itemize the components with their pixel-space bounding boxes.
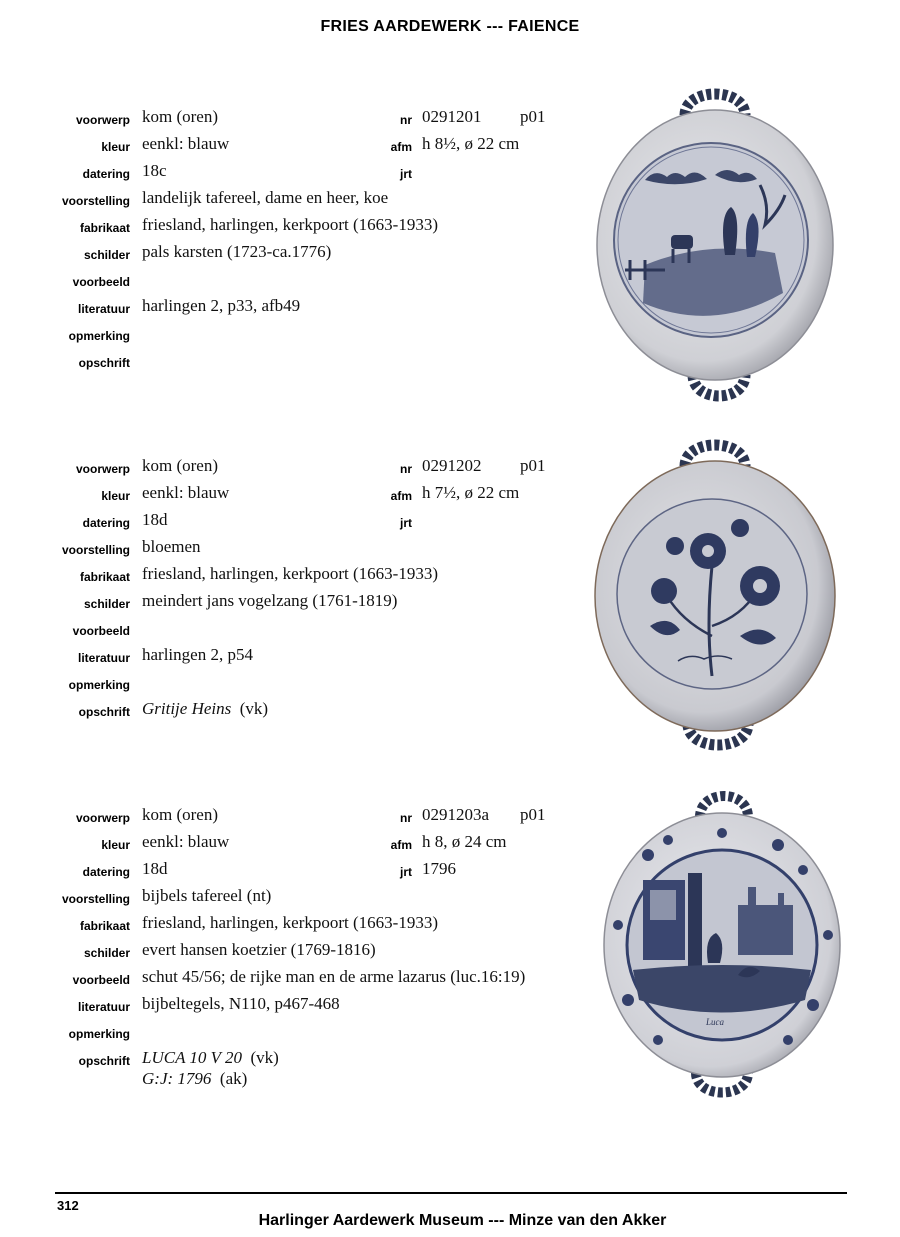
- label-afm: afm: [390, 489, 412, 503]
- label-voorstelling: voorstelling: [61, 892, 130, 906]
- label-schilder: schilder: [83, 597, 130, 611]
- label-voorwerp: voorwerp: [75, 113, 130, 127]
- value-voorwerp: kom (oren): [142, 456, 219, 475]
- label-afm: afm: [390, 140, 412, 154]
- value-nr: 0291203a: [422, 805, 490, 824]
- value-afm: h 8½, ø 22 cm: [422, 134, 520, 153]
- inscription-note: (vk): [250, 1048, 279, 1067]
- value-schilder: pals karsten (1723-ca.1776): [142, 242, 332, 261]
- value-voorstelling: landelijk tafereel, dame en heer, koe: [142, 188, 389, 207]
- value-page-code: p01: [520, 805, 546, 824]
- footer-text: Harlinger Aardewerk Museum --- Minze van den Akker: [258, 1212, 667, 1229]
- value-kleur: eenkl: blauw: [142, 832, 230, 851]
- label-kleur: kleur: [101, 838, 130, 852]
- bowl-photo: [588, 785, 848, 1105]
- label-jrt: jrt: [400, 516, 412, 530]
- label-datering: datering: [82, 167, 130, 181]
- page-number: 312: [57, 1198, 79, 1213]
- label-schilder: schilder: [83, 946, 130, 960]
- label-voorbeeld: voorbeeld: [72, 973, 130, 987]
- value-fabrikaat: friesland, harlingen, kerkpoort (1663-1933): [142, 564, 438, 583]
- label-literatuur: literatuur: [77, 651, 130, 665]
- label-voorstelling: voorstelling: [61, 194, 130, 208]
- value-voorstelling: bloemen: [142, 537, 201, 556]
- label-datering: datering: [82, 865, 130, 879]
- label-voorwerp: voorwerp: [75, 811, 130, 825]
- label-jrt: jrt: [400, 865, 412, 879]
- bowl-photo: [590, 436, 850, 756]
- label-fabrikaat: fabrikaat: [79, 570, 130, 584]
- value-kleur: eenkl: blauw: [142, 483, 230, 502]
- label-opschrift: opschrift: [78, 1054, 130, 1068]
- label-fabrikaat: fabrikaat: [79, 221, 130, 235]
- label-schilder: schilder: [83, 248, 130, 262]
- label-voorwerp: voorwerp: [75, 462, 130, 476]
- label-voorbeeld: voorbeeld: [72, 624, 130, 638]
- value-schilder: meindert jans vogelzang (1761-1819): [142, 591, 398, 610]
- value-jrt: 1796: [422, 859, 456, 878]
- label-voorbeeld: voorbeeld: [72, 275, 130, 289]
- label-afm: afm: [390, 838, 412, 852]
- value-opschrift: [142, 699, 268, 719]
- label-nr: nr: [400, 462, 412, 476]
- label-kleur: kleur: [101, 140, 130, 154]
- label-kleur: kleur: [101, 489, 130, 503]
- value-schilder: evert hansen koetzier (1769-1816): [142, 940, 376, 959]
- svg-text:Luca: Luca: [706, 1017, 724, 1027]
- label-opschrift: opschrift: [78, 356, 130, 370]
- value-literatuur: harlingen 2, p33, afb49: [142, 296, 301, 315]
- label-opmerking: opmerking: [68, 678, 130, 692]
- inscription-text: LUCA 10 V 20: [142, 1048, 242, 1067]
- label-nr: nr: [400, 811, 412, 825]
- value-datering: 18c: [142, 161, 167, 180]
- label-literatuur: literatuur: [77, 1000, 130, 1014]
- inscription-text-2: G:J: 1796: [142, 1069, 212, 1088]
- label-voorstelling: voorstelling: [61, 543, 130, 557]
- inscription-note: (vk): [239, 699, 269, 718]
- value-nr: 0291201: [422, 107, 482, 126]
- value-fabrikaat: friesland, harlingen, kerkpoort (1663-1933): [142, 913, 438, 932]
- label-fabrikaat: fabrikaat: [79, 919, 130, 933]
- label-opschrift: opschrift: [78, 705, 130, 719]
- label-literatuur: literatuur: [77, 302, 130, 316]
- value-voorstelling: bijbels tafereel (nt): [142, 886, 272, 905]
- footer-rule: [55, 1192, 847, 1194]
- page-header: FRIES AARDEWERK --- FAIENCE: [320, 18, 580, 35]
- label-opmerking: opmerking: [68, 1027, 130, 1041]
- value-voorwerp: kom (oren): [142, 805, 219, 824]
- value-opschrift-2: [142, 1069, 247, 1089]
- value-voorbeeld: schut 45/56; de rijke man en de arme lazarus (luc.16:19): [142, 967, 526, 986]
- value-page-code: p01: [520, 107, 546, 126]
- label-datering: datering: [82, 516, 130, 530]
- value-page-code: p01: [520, 456, 546, 475]
- label-opmerking: opmerking: [68, 329, 130, 343]
- inscription-text: Gritije Heins: [142, 699, 232, 718]
- label-jrt: jrt: [400, 167, 412, 181]
- label-nr: nr: [400, 113, 412, 127]
- value-afm: h 8, ø 24 cm: [422, 832, 507, 851]
- value-afm: h 7½, ø 22 cm: [422, 483, 520, 502]
- value-voorwerp: kom (oren): [142, 107, 219, 126]
- value-datering: 18d: [142, 859, 168, 878]
- value-datering: 18d: [142, 510, 168, 529]
- value-kleur: eenkl: blauw: [142, 134, 230, 153]
- value-literatuur: harlingen 2, p54: [142, 645, 253, 664]
- value-opschrift: [142, 1048, 279, 1068]
- inscription-note-2: (ak): [219, 1069, 248, 1088]
- bowl-photo: [585, 85, 845, 405]
- value-nr: 0291202: [422, 456, 482, 475]
- value-fabrikaat: friesland, harlingen, kerkpoort (1663-1933): [142, 215, 438, 234]
- value-literatuur: bijbeltegels, N110, p467-468: [142, 994, 340, 1013]
